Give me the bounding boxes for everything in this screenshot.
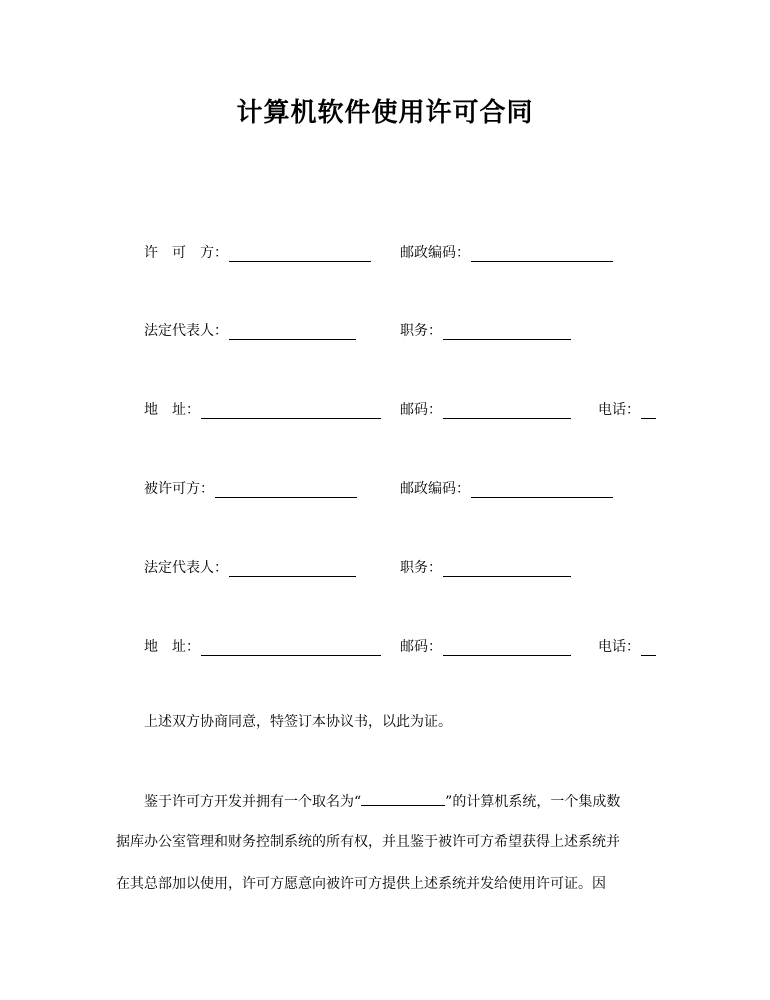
licensor-phone-label: 电话：: [598, 402, 640, 418]
licensee-phone-label: 电话：: [598, 639, 640, 655]
licensor-name-field: [144, 242, 371, 262]
licensee-legal-rep-field: [144, 557, 356, 577]
recital-line-3: 在其总部加以使用，许可方愿意向被许可方提供上述系统并发给使用许可证。因: [116, 876, 606, 892]
licensee-postcode-label: 邮政编码：: [400, 481, 470, 497]
licensee-phone-blank[interactable]: [641, 640, 656, 656]
licensee-postcode-field: [400, 478, 613, 498]
licensor-zip-label: 邮码：: [400, 402, 442, 418]
licensor-phone-field: [598, 399, 656, 419]
licensor-phone-blank[interactable]: [641, 403, 656, 419]
licensor-postcode-label: 邮政编码：: [400, 245, 470, 261]
licensor-zip-field: [400, 399, 571, 419]
licensor-address-label: 地 址：: [144, 402, 200, 418]
licensor-address-row: [0, 399, 770, 423]
licensee-position-blank[interactable]: [443, 561, 571, 577]
licensee-zip-label: 邮码：: [400, 639, 442, 655]
licensee-name-blank[interactable]: [215, 482, 357, 498]
licensee-name-field: [144, 478, 357, 498]
licensor-legal-rep-blank[interactable]: [229, 324, 356, 340]
document-title: 计算机软件使用许可合同: [236, 98, 534, 128]
licensor-postcode-blank[interactable]: [471, 246, 613, 262]
licensor-zip-blank[interactable]: [443, 403, 571, 419]
licensor-address-blank[interactable]: [201, 403, 381, 419]
licensor-name-blank[interactable]: [229, 246, 371, 262]
licensor-position-blank[interactable]: [443, 324, 571, 340]
licensor-legal-rep-label: 法定代表人：: [144, 323, 228, 339]
recital-line-1-after: ”的计算机系统，一个集成数: [445, 794, 621, 810]
licensee-zip-blank[interactable]: [443, 640, 571, 656]
licensor-legal-rep-row: [0, 320, 770, 344]
recital-line-1: [144, 790, 620, 814]
licensee-legal-rep-row: [0, 557, 770, 581]
system-name-blank[interactable]: [361, 790, 445, 806]
licensee-name-row: [0, 478, 770, 502]
licensee-legal-rep-label: 法定代表人：: [144, 560, 228, 576]
licensor-position-label: 职务：: [400, 323, 442, 339]
licensee-name-label: 被许可方：: [144, 481, 214, 497]
licensee-address-row: [0, 636, 770, 660]
recital-line-2: 据库办公室管理和财务控制系统的所有权，并且鉴于被许可方希望获得上述系统并: [116, 834, 620, 850]
licensee-legal-rep-blank[interactable]: [229, 561, 356, 577]
licensee-address-field: [144, 636, 381, 656]
licensee-address-blank[interactable]: [201, 640, 381, 656]
licensor-name-label: 许 可 方：: [144, 245, 228, 261]
licensee-position-field: [400, 557, 571, 577]
agreement-statement: 上述双方协商同意，特签订本协议书，以此为证。: [144, 714, 452, 730]
licensor-name-row: [0, 242, 770, 266]
licensor-position-field: [400, 320, 571, 340]
licensee-postcode-blank[interactable]: [471, 482, 613, 498]
licensee-zip-field: [400, 636, 571, 656]
licensor-postcode-field: [400, 242, 613, 262]
licensee-phone-field: [598, 636, 656, 656]
recital-line-1-before: 鉴于许可方开发并拥有一个取名为“: [144, 794, 362, 810]
licensor-address-field: [144, 399, 381, 419]
licensor-legal-rep-field: [144, 320, 356, 340]
licensee-position-label: 职务：: [400, 560, 442, 576]
licensee-address-label: 地 址：: [144, 639, 200, 655]
